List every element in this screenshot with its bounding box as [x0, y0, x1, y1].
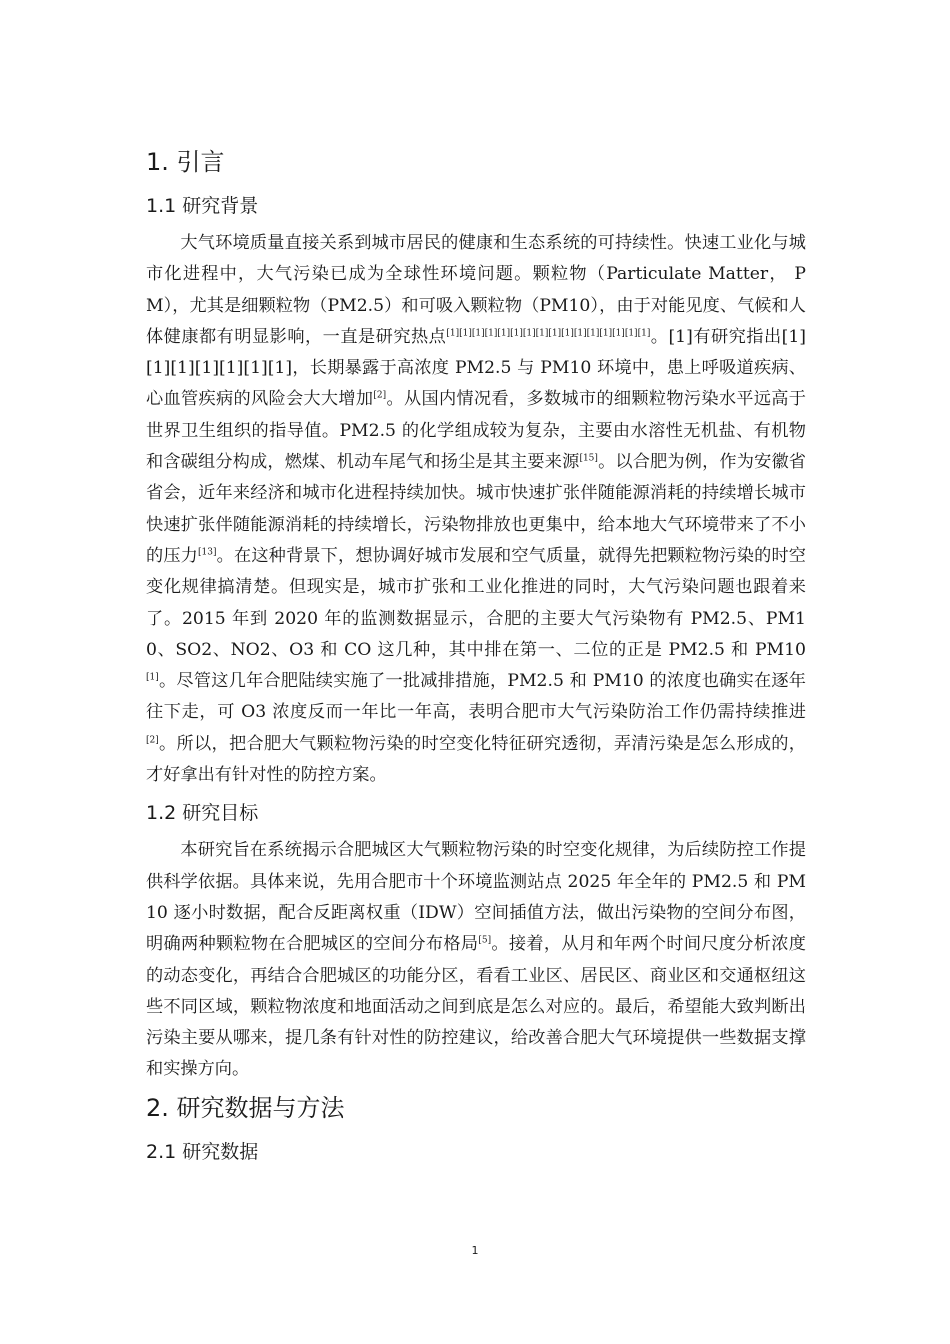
- page-number: 1: [471, 1244, 479, 1257]
- paragraph-research-background: [146, 228, 806, 791]
- citation: [5]: [478, 935, 492, 946]
- paragraph-text: 。在这种背景下，想协调好城市发展和空气质量，就得先把颗粒物污染的时空变化规律搞清楚。但现实是，城市扩张和工业化推进的同时，大气污染问题也跟着来了。2015 年到 2020 年的监测数据显示，合肥的主要大气污染物有 PM2.5、PM10、SO2、NO2、O3 和 CO 这几种，其中排在第一、二位的正是 PM2.5 和 PM10: [146, 545, 806, 660]
- heading-introduction: 1. 引言: [146, 148, 225, 176]
- citation: [15]: [579, 453, 598, 464]
- citation: [1]: [637, 328, 651, 339]
- paragraph-text: 。尽管这几年合肥陆续实施了一批减排措施，PM2.5 和 PM10 的浓度也确实在逐年往下走，可 O3 浓度反而一年比一年高，表明合肥市大气污染防治工作仍需持续推进: [146, 671, 806, 723]
- paragraph-text: 。[1]有研究指出[1][1][1][1][1][1][1]，长期暴露于高浓度 PM2.5 与 PM10 环境中，患上呼吸道疾病、心血管疾病的风险会大大增加: [146, 326, 806, 410]
- citation: [2]: [373, 390, 387, 401]
- citation: [1][1][1][1][1][1][1][1][1][1][1][1][1][1][1]: [446, 328, 638, 339]
- citation: [1]: [146, 672, 159, 683]
- citation: [13]: [198, 547, 217, 558]
- paragraph-text: 。从国内情况看，多数城市的细颗粒物污染水平远高于世界卫生组织的指导值。PM2.5 的化学组成较为复杂，主要由水溶性无机盐、有机物和含碳组分构成，燃煤、机动车尾气和扬尘是其主要来源: [146, 389, 806, 473]
- paragraph-text: 本研究旨在系统揭示合肥城区大气颗粒物污染的时空变化规律，为后续防控工作提供科学依据。具体来说，先用合肥市十个环境监测站点 2025 年全年的 PM2.5 和 PM10 逐小时数据，配合反距离权重（IDW）空间插值方法，做出污染物的空间分布图，明确两种颗粒物在合肥城区的空间分布格局: [146, 840, 806, 955]
- citation: [2]: [146, 735, 159, 746]
- paragraph-text: 大气环境质量直接关系到城市居民的健康和生态系统的可持续性。快速工业化与城市化进程中，大气污染已成为全球性环境问题。颗粒物（Particulate Matter， PM），尤其是细颗粒物（PM2.5）和可吸入颗粒物（PM10），由于对能见度、气候和人体健康都有明显影响，一直是研究热点: [146, 233, 806, 347]
- paragraph-text: 。所以，把合肥大气颗粒物污染的时空变化特征研究透彻，弄清污染是怎么形成的，才好拿出有针对性的防控方案。: [146, 733, 806, 786]
- heading-research-data: 2.1 研究数据: [146, 1140, 259, 1163]
- heading-research-objective: 1.2 研究目标: [146, 802, 259, 825]
- paragraph-text: 。接着，从月和年两个时间尺度分析浓度的动态变化，再结合合肥城区的功能分区，看看工业区、居民区、商业区和交通枢纽这些不同区域，颗粒物浓度和地面活动之间到底是怎么对应的。最后，希望能大致判断出污染主要从哪来，提几条有针对性的防控建议，给改善合肥大气环境提供一些数据支撑和实操方向。: [146, 934, 806, 1080]
- heading-data-and-methods: 2. 研究数据与方法: [146, 1093, 345, 1122]
- heading-research-background: 1.1 研究背景: [146, 195, 259, 217]
- page-content: [146, 140, 806, 1174]
- paragraph-text: 。以合肥为例，作为安徽省省会，近年来经济和城市化进程持续加快。城市快速扩张伴随能源消耗的持续增长城市快速扩张伴随能源消耗的持续增长，污染物排放也更集中，给本地大气环境带来了不小的压力: [146, 452, 806, 566]
- paragraph-research-objective: [146, 835, 806, 1085]
